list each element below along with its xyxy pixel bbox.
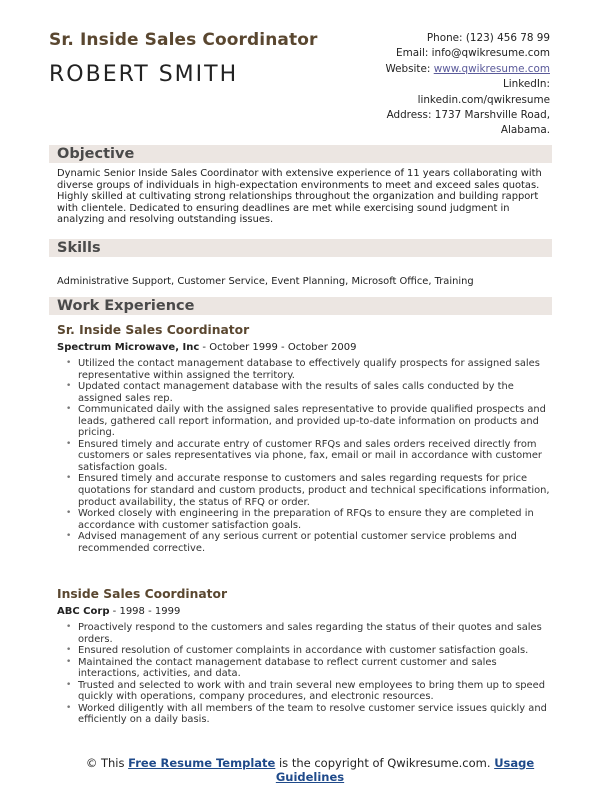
footer-copyright xyxy=(80,756,540,784)
job-dates-1: - October 1999 - October 2009 xyxy=(199,342,357,353)
contact-linkedin-label xyxy=(300,77,550,92)
company-name-2: ABC Corp xyxy=(57,606,110,617)
list-item: • Worked closely with engineering in the preparation of RFQs to ensure they are completed in accordance with customer satisfaction goals. xyxy=(57,508,551,531)
work-experience-heading: Work Experience xyxy=(49,297,552,315)
email-label: Email: xyxy=(396,47,429,60)
job-dates-2: - 1998 - 1999 xyxy=(109,606,181,617)
contact-website xyxy=(300,62,550,77)
person-name: ROBERT SMITH xyxy=(49,62,239,87)
list-item: • Worked diligently with all members of the team to resolve customer service issues quickly and efficiently on a daily basis. xyxy=(57,703,551,726)
list-item: • Ensured timely and accurate entry of customer RFQs and sales orders received directly from customers or sales representatives via phone, fax, email or mail in accordance with customer satisfaction goals. xyxy=(57,439,551,474)
contact-linkedin xyxy=(300,93,550,108)
phone-label: Phone: xyxy=(426,32,463,44)
list-item: • Trusted and selected to work with and train several new employees to bring them up to speed quickly with operations, company procedures, and electronic resources. xyxy=(57,680,551,703)
skills-heading: Skills xyxy=(49,239,552,257)
contact-address-2 xyxy=(300,123,550,138)
job-title-1: Sr. Inside Sales Coordinator xyxy=(57,323,250,337)
company-name-1: Spectrum Microwave, Inc xyxy=(57,342,200,353)
address-label: Address: xyxy=(386,109,432,122)
company-line-2 xyxy=(57,606,180,617)
objective-text: Dynamic Senior Inside Sales Coordinator with extensive experience of 11 years collaborating with diverse groups of individuals in high-expectation environments to meet and exceed sales quotas. Highly skilled at cultivating strong relationships throughout the organization and building rapport with clientele. Dedicated to ensuring deadlines are met while exercising sound judgment in analyzing and resolving outstanding issues. xyxy=(57,168,542,226)
list-item: • Utilized the contact management database to effectively qualify prospects for assigned sales representative within assigned the territory. xyxy=(57,358,551,381)
skills-text: Administrative Support, Customer Service, Event Planning, Microsoft Office, Training xyxy=(57,276,474,287)
list-item: • Maintained the contact management database to reflect current customer and sales interactions, activities, and data. xyxy=(57,657,551,680)
contact-phone xyxy=(300,31,550,46)
list-item: • Ensured resolution of customer complaints in accordance with customer satisfaction goals. xyxy=(57,645,551,657)
list-item: • Communicated daily with the assigned sales representative to provide qualified prospects and leads, gathered call report information, and provided up-to-date information on products and pricing. xyxy=(57,404,551,439)
phone-value: (123) 456 78 99 xyxy=(465,32,550,44)
linkedin-label: LinkedIn: xyxy=(502,78,550,91)
address-line2: Alabama. xyxy=(500,124,550,137)
website-link[interactable]: www.qwikresume.com xyxy=(433,62,550,75)
list-item: • Ensured timely and accurate response to customers and sales regarding requests for price quotations for standard and custom products, product and technical specifications information, product availability, the status of RFQ or order. xyxy=(57,473,551,508)
job-1-bullets xyxy=(57,358,551,554)
email-value[interactable]: info@qwikresume.com xyxy=(431,47,550,60)
company-line-1 xyxy=(57,342,356,353)
footer-prefix: © This xyxy=(85,756,129,770)
footer-middle: is the copyright of Qwikresume.com. xyxy=(275,756,495,770)
contact-address xyxy=(300,108,550,123)
address-line1: 1737 Marshville Road, xyxy=(434,109,550,122)
objective-heading: Objective xyxy=(49,145,552,163)
website-label: Website: xyxy=(385,62,431,75)
list-item: • Updated contact management database with the results of sales calls conducted by the assigned sales rep. xyxy=(57,381,551,404)
job-2-bullets xyxy=(57,622,551,726)
list-item: • Advised management of any serious current or potential customer service problems and recommended corrective. xyxy=(57,531,551,554)
contact-block xyxy=(300,31,550,139)
job-title-2: Inside Sales Coordinator xyxy=(57,587,228,601)
linkedin-value[interactable]: linkedin.com/qwikresume xyxy=(417,93,550,106)
job-title: Sr. Inside Sales Coordinator xyxy=(49,30,318,50)
contact-email xyxy=(300,46,550,61)
free-resume-template-link[interactable]: Free Resume Template xyxy=(128,756,276,770)
list-item: • Proactively respond to the customers and sales regarding the status of their quotes and sales orders. xyxy=(57,622,551,645)
usage-guidelines-link[interactable]: Usage Guidelines xyxy=(275,756,535,784)
